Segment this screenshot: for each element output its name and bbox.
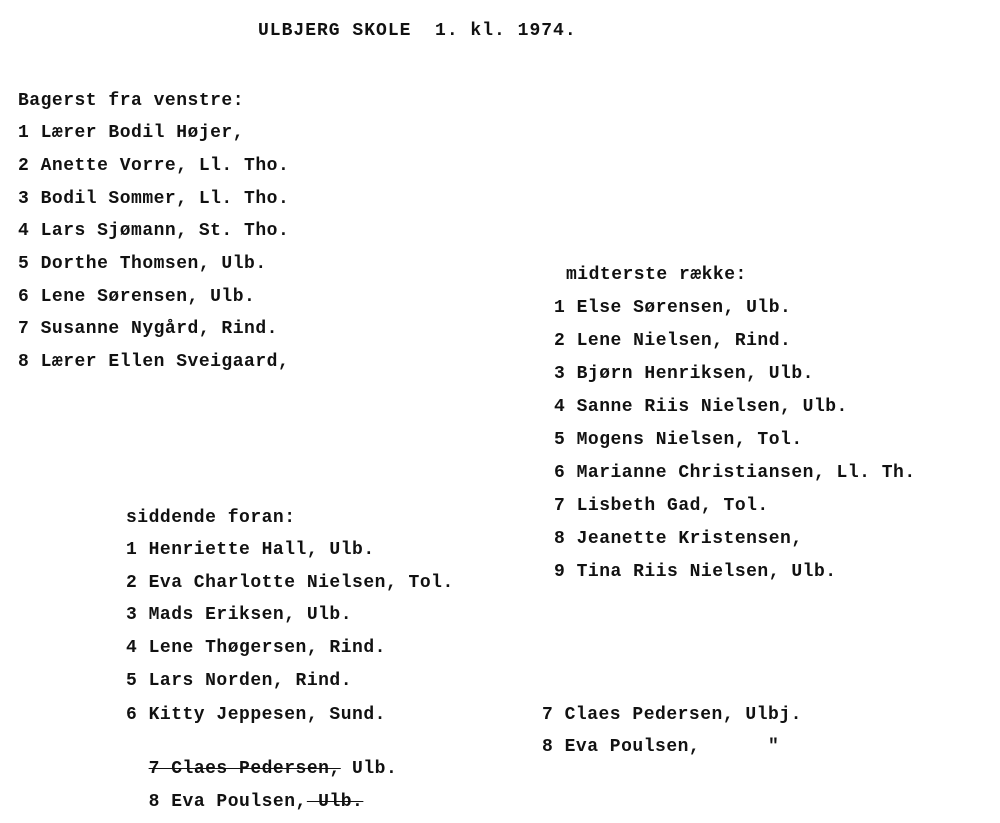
- struck-text: Ulb.: [306, 792, 364, 812]
- struck-list-item: [126, 769, 363, 813]
- struck-text: 7 Claes Pedersen,: [148, 759, 341, 779]
- list-item: 1 Lærer Bodil Højer,: [18, 123, 245, 143]
- list-item: 6 Kitty Jeppesen, Sund.: [126, 705, 386, 725]
- middle-row-heading: midterste række:: [566, 265, 747, 285]
- remaining-text: Ulb.: [340, 759, 398, 779]
- list-item: 4 Lars Sjømann, St. Tho.: [18, 221, 290, 241]
- list-item: 2 Eva Charlotte Nielsen, Tol.: [126, 573, 454, 593]
- list-item: 4 Sanne Riis Nielsen, Ulb.: [554, 397, 848, 417]
- page-title: ULBJERG SKOLE 1. kl. 1974.: [258, 21, 577, 41]
- list-item: 9 Tina Riis Nielsen, Ulb.: [554, 562, 837, 582]
- list-item: 7 Lisbeth Gad, Tol.: [554, 496, 769, 516]
- list-item: 1 Henriette Hall, Ulb.: [126, 540, 375, 560]
- correction-item: 8 Eva Poulsen, ": [542, 737, 780, 757]
- list-item: 8 Lærer Ellen Sveigaard,: [18, 352, 290, 372]
- list-item: 3 Bjørn Henriksen, Ulb.: [554, 364, 814, 384]
- remaining-text: 8 Eva Poulsen,: [148, 792, 307, 812]
- list-item: 2 Anette Vorre, Ll. Tho.: [18, 156, 290, 176]
- list-item: 2 Lene Nielsen, Rind.: [554, 331, 792, 351]
- list-item: 6 Lene Sørensen, Ulb.: [18, 287, 256, 307]
- list-item: 6 Marianne Christiansen, Ll. Th.: [554, 463, 916, 483]
- list-item: 5 Dorthe Thomsen, Ulb.: [18, 254, 267, 274]
- list-item: 1 Else Sørensen, Ulb.: [554, 298, 792, 318]
- list-item: 7 Susanne Nygård, Rind.: [18, 319, 278, 339]
- list-item: 8 Jeanette Kristensen,: [554, 529, 803, 549]
- list-item: 4 Lene Thøgersen, Rind.: [126, 638, 386, 658]
- list-item: 5 Lars Norden, Rind.: [126, 671, 353, 691]
- back-row-heading: Bagerst fra venstre:: [18, 91, 245, 111]
- list-item: 3 Bodil Sommer, Ll. Tho.: [18, 189, 290, 209]
- correction-item: 7 Claes Pedersen, Ulbj.: [542, 705, 802, 725]
- list-item: 3 Mads Eriksen, Ulb.: [126, 605, 353, 625]
- front-row-heading: siddende foran:: [126, 508, 296, 528]
- list-item: 5 Mogens Nielsen, Tol.: [554, 430, 803, 450]
